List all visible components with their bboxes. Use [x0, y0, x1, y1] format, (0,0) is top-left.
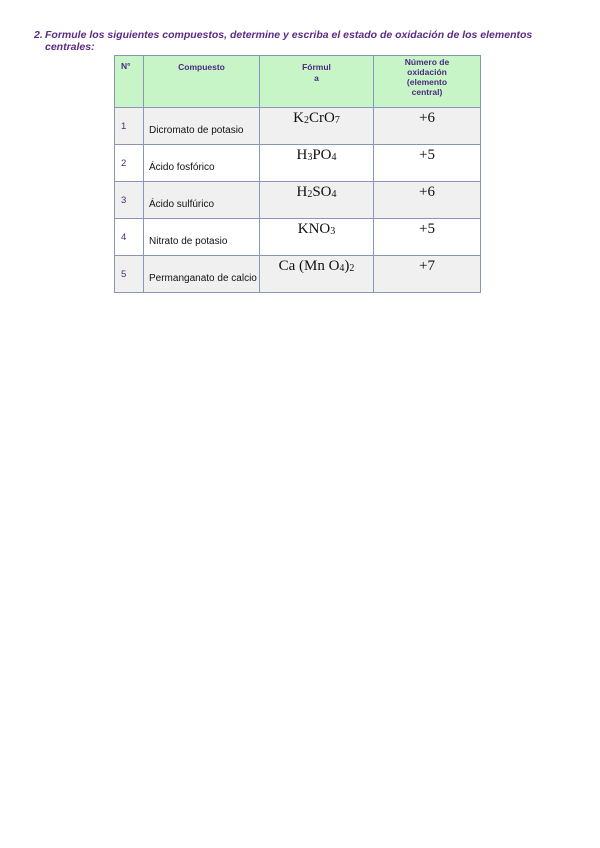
table-row — [115, 108, 481, 145]
formula-subscript: 4 — [331, 152, 337, 163]
formula-subscript: 3 — [330, 226, 336, 237]
oxidation-number: +5 — [374, 145, 481, 182]
table-row — [115, 182, 481, 219]
formula-symbol: K — [293, 110, 304, 126]
compound-name: Permanganato de calcio — [144, 256, 260, 293]
oxidation-number: +7 — [374, 256, 481, 293]
compound-name: Ácido sulfúrico — [144, 182, 260, 219]
header-ox-line-1: Número de — [404, 57, 450, 67]
compound-name: Nitrato de potasio — [144, 219, 260, 256]
table-row — [115, 256, 481, 293]
header-formula — [260, 56, 374, 108]
chemical-formula — [260, 145, 374, 182]
oxidation-number: +6 — [374, 108, 481, 145]
question-line-1: Formule los siguientes compuestos, determine y escriba el estado de oxidación de los elementos — [45, 29, 533, 41]
question-line-2: centrales: — [45, 41, 95, 53]
formula-subscript: 2 — [304, 115, 309, 126]
formula-symbol: Ca (Mn O — [278, 258, 340, 274]
header-formula-line-1: Fórmul — [302, 62, 331, 72]
chemical-formula — [260, 182, 374, 219]
table-header-row — [115, 56, 481, 108]
header-ox-line-3: (elemento — [406, 77, 448, 87]
row-number: 1 — [115, 108, 144, 145]
formula-subscript: 2 — [349, 263, 355, 274]
header-compuesto: Compuesto — [144, 56, 260, 108]
formula-symbol: H — [296, 147, 308, 163]
formula-subscript: 7 — [334, 115, 340, 126]
chemical-formula — [260, 108, 374, 145]
chemical-formula — [260, 219, 374, 256]
oxidation-number: +6 — [374, 182, 481, 219]
compound-name: Ácido fosfórico — [144, 145, 260, 182]
compound-name: Dicromato de potasio — [144, 108, 260, 145]
formula-subscript: 2 — [307, 189, 313, 200]
formula-subscript: 4 — [339, 263, 345, 274]
question-number: 2. — [34, 29, 43, 41]
row-number: 2 — [115, 145, 144, 182]
formula-symbol: SO — [312, 184, 332, 200]
header-number: N° — [115, 56, 144, 108]
question-text — [34, 29, 574, 53]
formula-symbol: KNO — [297, 221, 331, 237]
chemical-formula — [260, 256, 374, 293]
table-row — [115, 145, 481, 182]
row-number: 3 — [115, 182, 144, 219]
header-oxidation — [374, 56, 481, 108]
formula-subscript: 4 — [331, 189, 337, 200]
row-number: 4 — [115, 219, 144, 256]
formula-symbol: CrO — [309, 110, 335, 126]
compounds-table — [114, 55, 481, 293]
formula-subscript: 3 — [307, 152, 313, 163]
header-ox-line-4: central) — [411, 87, 443, 97]
formula-symbol: PO — [312, 147, 332, 163]
table-row — [115, 219, 481, 256]
formula-symbol: ) — [344, 258, 350, 274]
formula-symbol: H — [296, 184, 308, 200]
oxidation-number: +5 — [374, 219, 481, 256]
header-ox-line-2: oxidación — [407, 67, 447, 77]
header-formula-line-2: a — [314, 73, 319, 83]
row-number: 5 — [115, 256, 144, 293]
